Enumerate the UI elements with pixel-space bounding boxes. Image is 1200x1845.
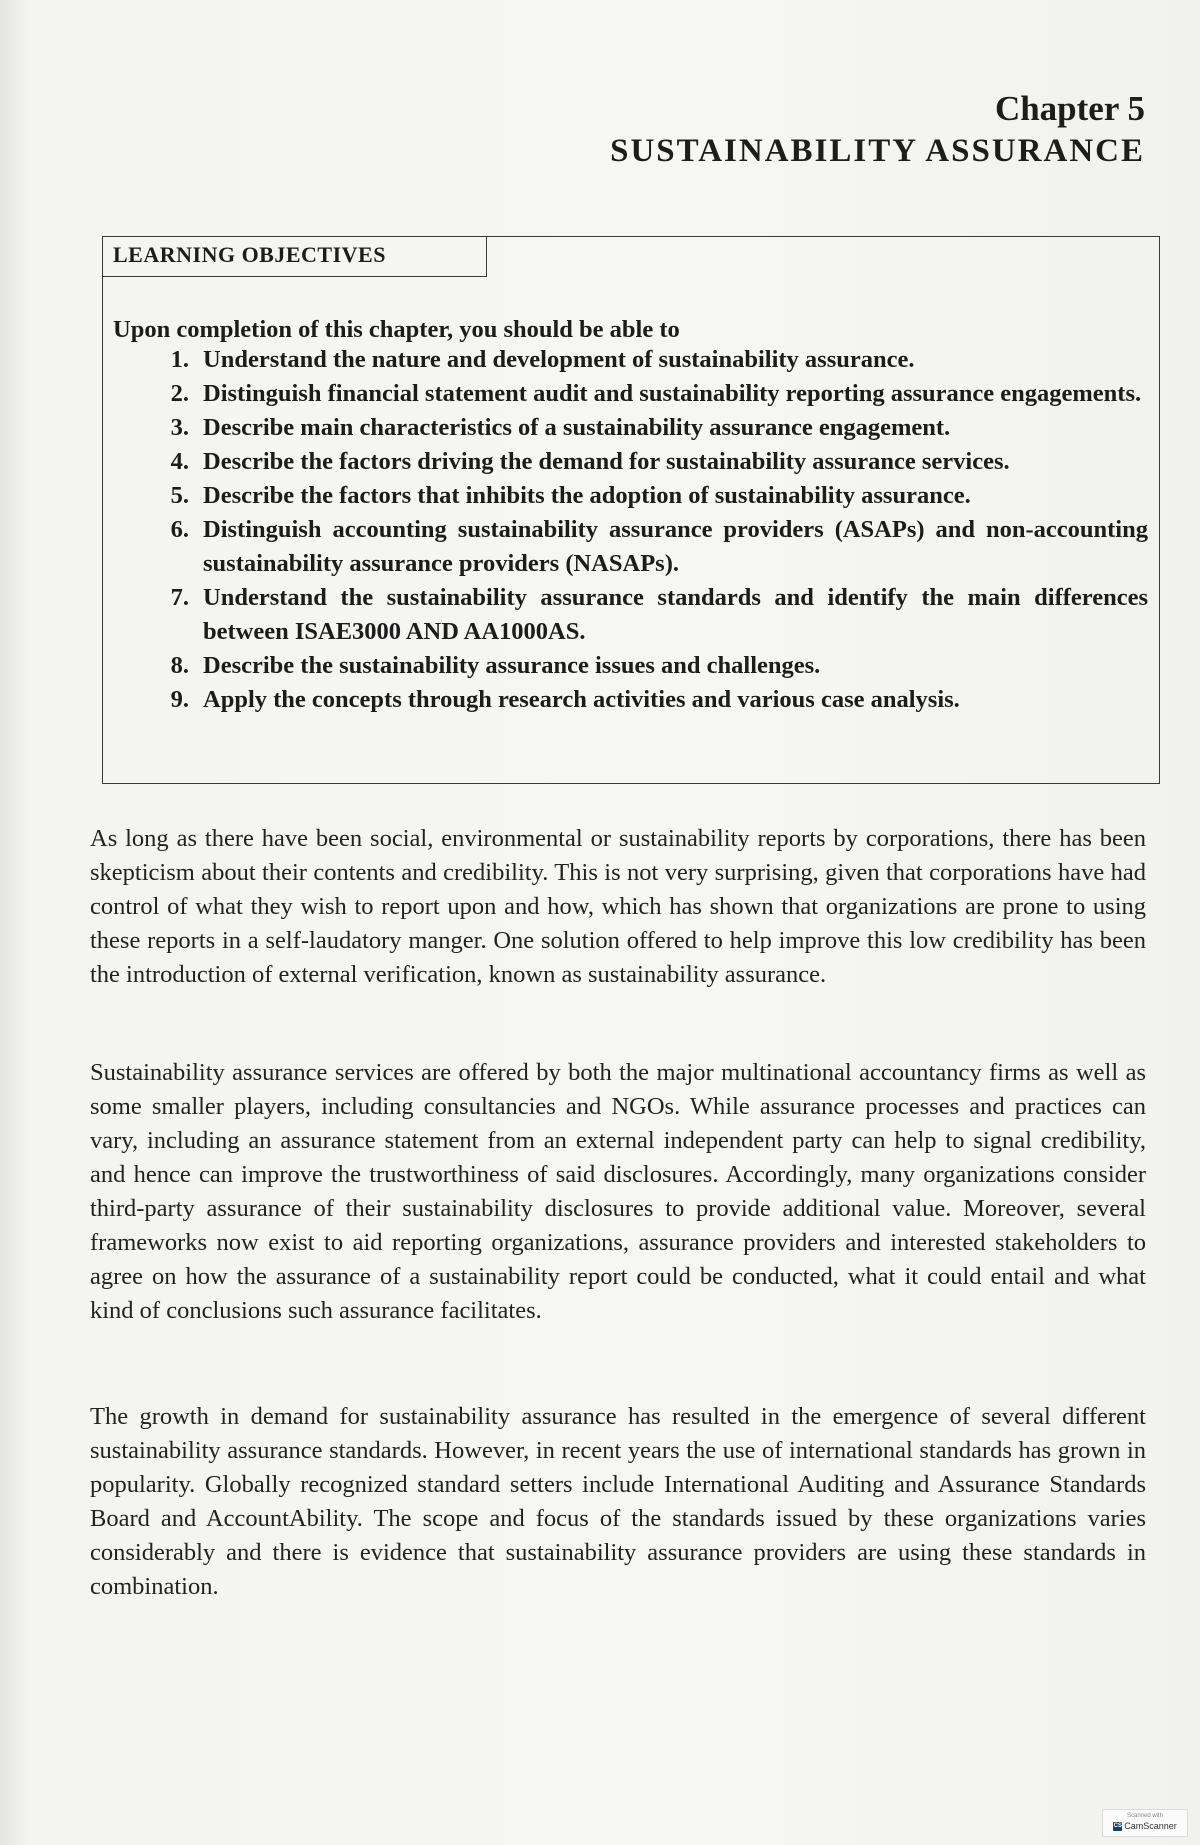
objective-text: Describe the factors driving the demand for sustainability assurance services. xyxy=(203,448,1010,475)
objective-text: Describe main characteristics of a sustainability assurance engagement. xyxy=(203,414,951,441)
chapter-title: SUSTAINABILITY ASSURANCE xyxy=(610,133,1145,169)
objective-text: Describe the sustainability assurance issues and challenges. xyxy=(203,652,821,679)
objective-item xyxy=(113,649,1148,683)
objective-number: 3. xyxy=(170,414,189,441)
objective-number: 6. xyxy=(170,516,189,543)
objective-text: Distinguish accounting sustainability assurance providers (ASAPs) and non-accounting sustainability assurance providers (NASAPs). xyxy=(203,516,1148,577)
objective-text: Understand the nature and development of sustainability assurance. xyxy=(203,346,915,373)
objective-text: Describe the factors that inhibits the adoption of sustainability assurance. xyxy=(203,482,971,509)
objective-number: 9. xyxy=(170,686,189,713)
objective-item xyxy=(113,683,1148,717)
objectives-list xyxy=(113,343,1148,717)
objective-text: Apply the concepts through research activities and various case analysis. xyxy=(203,686,960,713)
camscanner-watermark xyxy=(1102,1809,1188,1837)
objective-item xyxy=(113,377,1148,411)
objective-number: 2. xyxy=(170,380,189,407)
objective-item xyxy=(113,445,1148,479)
objective-item xyxy=(113,581,1148,649)
watermark-brand: CamScanner xyxy=(1124,1821,1177,1831)
learning-objectives-label: LEARNING OBJECTIVES xyxy=(103,237,487,277)
objective-number: 4. xyxy=(170,448,189,475)
learning-objectives-box xyxy=(102,236,1160,784)
objective-text: Distinguish financial statement audit and sustainability reporting assurance engagements. xyxy=(203,380,1142,407)
objective-text: Understand the sustainability assurance standards and identify the main differences between ISAE3000 AND AA1000AS. xyxy=(203,584,1148,645)
chapter-heading xyxy=(610,88,1145,172)
objective-number: 7. xyxy=(170,584,189,611)
body-paragraph: Sustainability assurance services are offered by both the major multinational accountancy firms as well as some smaller players, including consultancies and NGOs. While assurance processes and practices can vary, including an assurance statement from an external independent party can help to signal credibility, and hence can improve the trustworthiness of said disclosures. Accordingly, many organizations consider third-party assurance of their sustainability disclosures to provide additional value. Moreover, several frameworks now exist to aid reporting organizations, assurance providers and interested stakeholders to agree on how the assurance of a sustainability report could be conducted, what it could entail and what kind of conclusions such assurance facilitates. xyxy=(90,1059,1146,1324)
objectives-intro: Upon completion of this chapter, you should be able to xyxy=(113,316,680,343)
objective-item xyxy=(113,343,1148,377)
body-paragraph: As long as there have been social, environmental or sustainability reports by corporations, there has been skepticism about their contents and credibility. This is not very surprising, given that corporations have had control of what they wish to report upon and how, which has shown that organizations are prone to using these reports in a self-laudatory manger. One solution offered to help improve this low credibility has been the introduction of external verification, known as sustainability assurance. xyxy=(90,825,1146,988)
objective-number: 8. xyxy=(170,652,189,679)
objective-number: 5. xyxy=(170,482,189,509)
objective-item xyxy=(113,513,1148,581)
objective-number: 1. xyxy=(170,346,189,373)
objective-item xyxy=(113,479,1148,513)
camscanner-logo-icon: CS xyxy=(1113,1823,1122,1829)
objective-item xyxy=(113,411,1148,445)
watermark-caption: Scanned with xyxy=(1126,1813,1164,1819)
chapter-number: Chapter 5 xyxy=(994,89,1145,128)
body-paragraph: The growth in demand for sustainability assurance has resulted in the emergence of several different sustainability assurance standards. However, in recent years the use of international standards has grown in popularity. Globally recognized standard setters include International Auditing and Assurance Standards Board and AccountAbility. The scope and focus of the standards issued by these organizations varies considerably and there is evidence that sustainability assurance providers are using these standards in combination. xyxy=(90,1403,1146,1600)
